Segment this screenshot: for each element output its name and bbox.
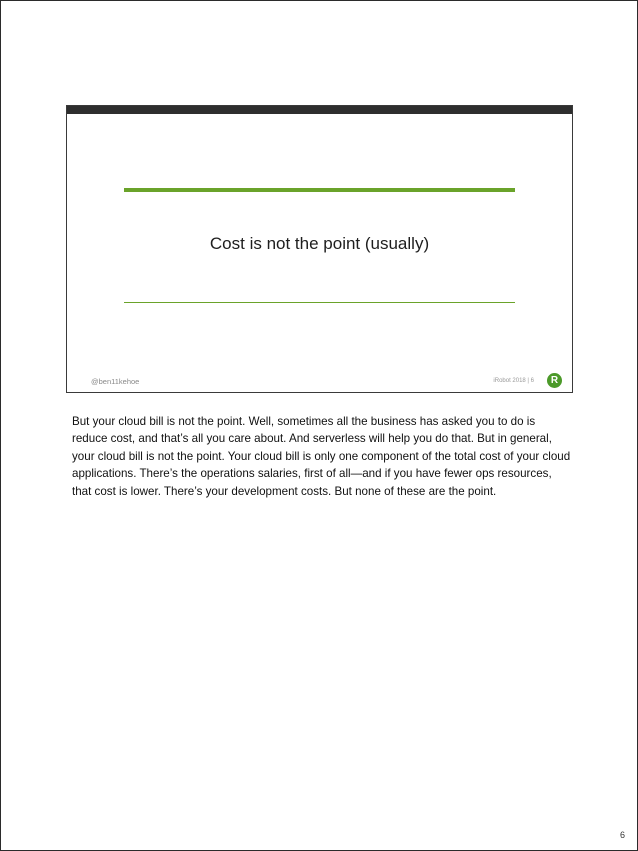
slide-thumbnail (66, 105, 573, 393)
irobot-logo-icon: R (547, 373, 562, 388)
title-rule-bottom (124, 302, 515, 303)
slide-top-bar (67, 106, 572, 114)
slide-title: Cost is not the point (usually) (209, 234, 430, 253)
title-rule-top (124, 188, 515, 192)
twitter-handle: @ben11kehoe (91, 377, 140, 386)
speaker-notes: But your cloud bill is not the point. Well, sometimes all the business has asked you to do is reduce cost, and that’s all you care about. And serverless will help you do that. But in general, your cloud bill is not the point. Your cloud bill is only one component of the total cost of your cloud applications. There’s the operations salaries, first of all—and if you have fewer ops resources, that cost is lower. There’s your development costs. But none of these are the point. (72, 415, 571, 498)
slide-credit: iRobot 2018 | 6 (493, 378, 534, 384)
page-number: 6 (619, 830, 625, 840)
